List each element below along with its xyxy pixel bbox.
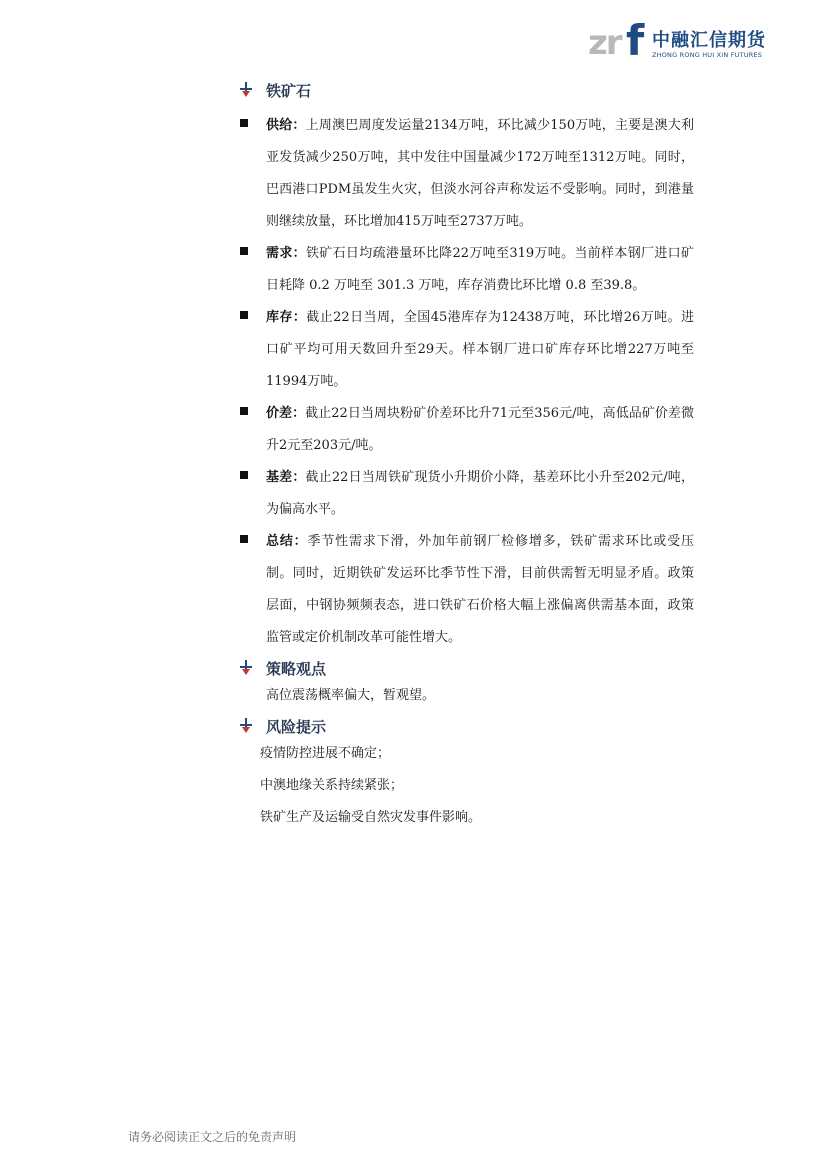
list-item (238, 398, 694, 462)
section-heading-risk (238, 714, 694, 738)
list-item (238, 462, 694, 526)
footer-disclaimer: 请务必阅读正文之后的免责声明 (128, 1130, 297, 1144)
list-item (238, 110, 694, 238)
item-label: 供给： (266, 118, 306, 133)
risk-item: 疫情防控进展不确定； (260, 746, 391, 761)
square-bullet-icon (240, 119, 248, 127)
arrow-bullet-icon (238, 82, 254, 98)
item-text: 截止22日当周，全国45港库存为12438万吨，环比增26万吨。进口矿平均可用天数回升至29天。样本钢厂进口矿库存环比增227万吨至11994万吨。 (266, 310, 694, 389)
section-heading-strategy (238, 656, 694, 680)
list-item (238, 526, 694, 654)
item-text: 上周澳巴周度发运量2134万吨，环比减少150万吨，主要是澳大利亚发货减少250万吨，其中发往中国量减少172万吨至1312万吨。同时，巴西港口PDM虽发生火灾，但淡水河谷声称发运不受影响。同时，到港量则继续放量，环比增加415万吨至2737万吨。 (266, 118, 694, 229)
item-label: 总结： (266, 534, 308, 549)
risk-item: 铁矿生产及运输受自然灾发事件影响。 (260, 810, 482, 825)
item-text: 季节性需求下滑，外加年前钢厂检修增多，铁矿需求环比或受压制。同时，近期铁矿发运环比季节性下滑，目前供需暂无明显矛盾。政策层面，中钢协频频表态，进口铁矿石价格大幅上涨偏离供需基本面，政策监管或定价机制改革可能性增大。 (266, 534, 694, 645)
logo-name-en: ZHONG RONG HUI XIN FUTURES (652, 51, 763, 59)
risk-item: 中澳地缘关系持续紧张； (260, 778, 404, 793)
item-label: 价差： (266, 406, 306, 421)
square-bullet-icon (240, 471, 248, 479)
section-title: 铁矿石 (266, 81, 312, 100)
section-title: 风险提示 (266, 717, 327, 736)
section-title: 策略观点 (266, 659, 327, 678)
arrow-bullet-icon (238, 718, 254, 734)
item-text: 铁矿石日均疏港量环比降22万吨至319万吨。当前样本钢厂进口矿日耗降 0.2 万吨至 301.3 万吨，库存消费比环比增 0.8 至39.8。 (266, 246, 694, 293)
logo-mark-gray: zr (588, 23, 621, 63)
item-text: 截止22日当周铁矿现货小升期价小降，基差环比小升至202元/吨，为偏高水平。 (266, 470, 694, 517)
list-item (238, 238, 694, 302)
square-bullet-icon (240, 535, 248, 543)
logo-mark-blue: f (626, 16, 645, 65)
company-logo (588, 16, 778, 65)
list-item (238, 302, 694, 398)
arrow-bullet-icon (238, 660, 254, 676)
item-label: 库存： (266, 310, 307, 325)
square-bullet-icon (240, 311, 248, 319)
report-content (238, 78, 694, 834)
item-label: 基差： (266, 470, 306, 485)
item-text: 截止22日当周块粉矿价差环比升71元至356元/吨，高低品矿价差微升2元至203元/吨。 (266, 406, 694, 453)
logo-name-cn: 中融汇信期货 (652, 30, 766, 51)
square-bullet-icon (240, 407, 248, 415)
section-heading-iron-ore (238, 78, 694, 102)
strategy-text: 高位震荡概率偏大，暂观望。 (266, 688, 436, 703)
item-label: 需求： (266, 246, 306, 261)
square-bullet-icon (240, 247, 248, 255)
